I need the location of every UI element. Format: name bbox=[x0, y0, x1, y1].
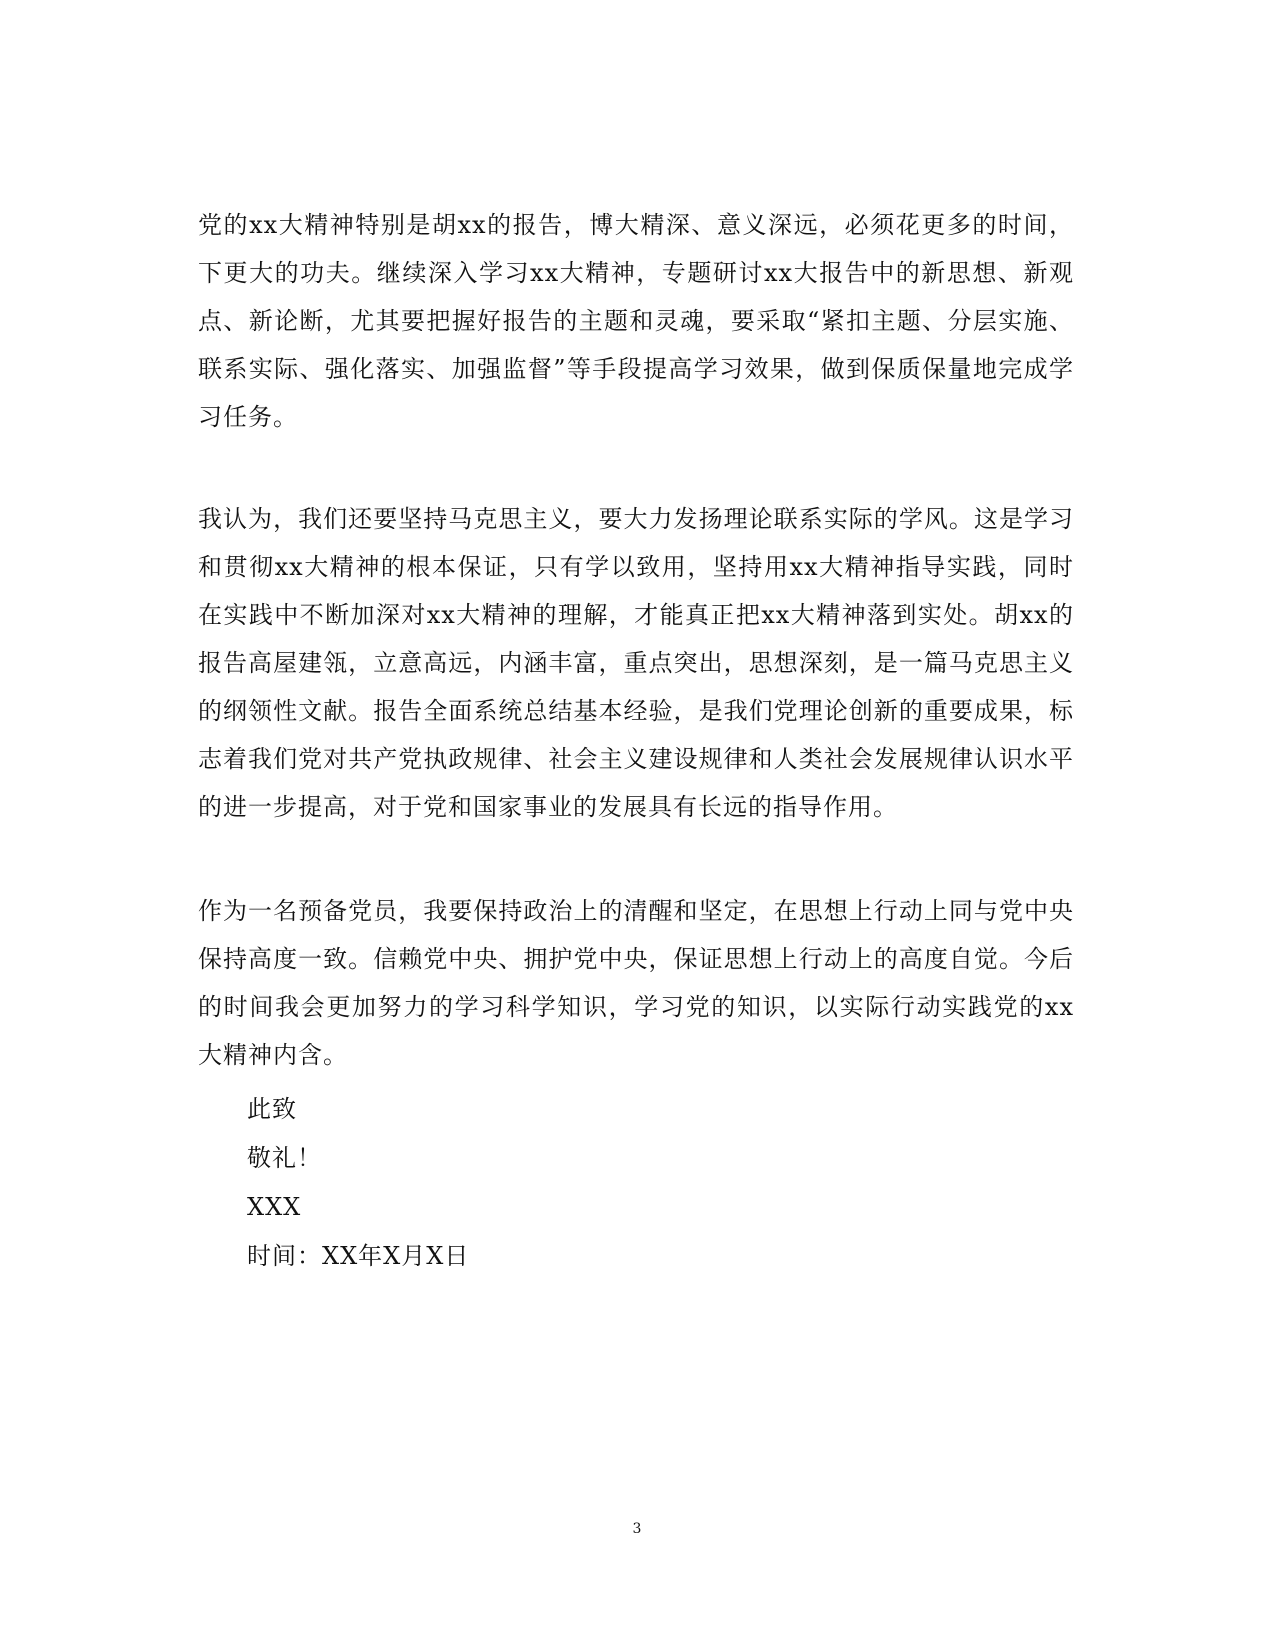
body-paragraph: 我认为，我们还要坚持马克思主义，要大力发扬理论联系实际的学风。这是学习和贯彻xx大精神的根本保证，只有学以致用，坚持用xx大精神指导实践，同时在实践中不断加深对xx大精神的理解，才能真正把xx大精神落到实处。胡xx的报告高屋建瓴，立意高远，内涵丰富，重点突出，思想深刻，是一篇马克思主义的纲领性文献。报告全面系统总结基本经验，是我们党理论创新的重要成果，标志着我们党对共产党执政规律、社会主义建设规律和人类社会发展规律认识水平的进一步提高，对于党和国家事业的发展具有长远的指导作用。 bbox=[198, 505, 1074, 821]
signature-date: 时间：XX年X月X日 bbox=[247, 1242, 470, 1270]
signature: XXX bbox=[247, 1193, 302, 1221]
closing-respect: 敬礼！ bbox=[247, 1144, 322, 1172]
closing-salutation: 此致 bbox=[247, 1095, 297, 1123]
body-paragraph: 作为一名预备党员，我要保持政治上的清醒和坚定，在思想上行动上同与党中央保持高度一致。信赖党中央、拥护党中央，保证思想上行动上的高度自觉。今后的时间我会更加努力的学习科学知识，学习党的知识，以实际行动实践党的xx大精神内含。 bbox=[198, 897, 1074, 1069]
body-paragraph: 党的xx大精神特别是胡xx的报告，博大精深、意义深远，必须花更多的时间，下更大的功夫。继续深入学习xx大精神，专题研讨xx大报告中的新思想、新观点、新论断，尤其要把握好报告的主题和灵魂，要采取“紧扣主题、分层实施、联系实际、强化落实、加强监督”等手段提高学习效果，做到保质保量地完成学习任务。 bbox=[198, 211, 1074, 431]
page-number: 3 bbox=[632, 1521, 642, 1537]
